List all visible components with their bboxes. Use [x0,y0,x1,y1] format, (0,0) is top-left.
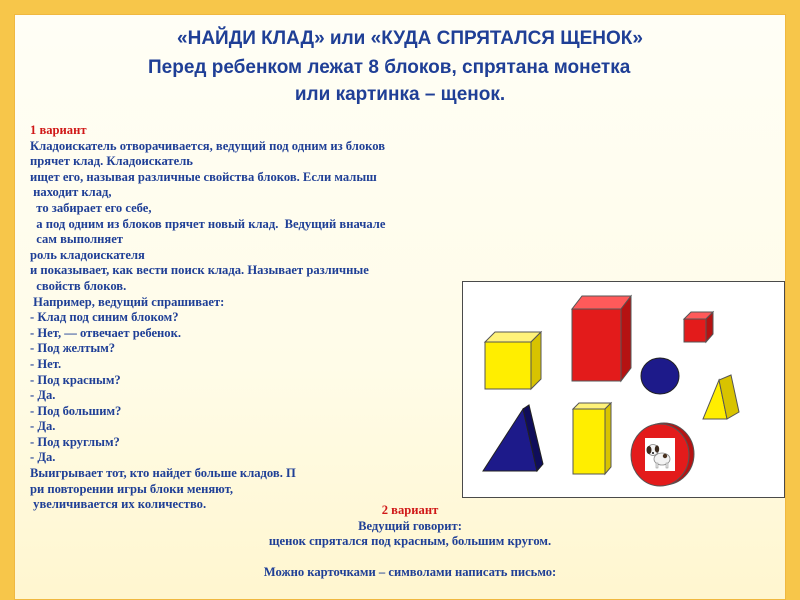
variant-1-line: - Да. [30,419,56,434]
variant-1-line: роль кладоискателя [30,247,145,262]
variant-1-line: находит клад, [30,185,112,200]
title-line-3: или картинка – щенок. [294,84,506,105]
puppy-picture [645,438,675,471]
variant-1-line: прячет клад. Кладоискатель [30,154,193,169]
closing-line: Можно карточками – символами написать письмо: [263,565,557,579]
variant-1-line: то забирает его себе, [30,200,152,215]
title-line-2: Перед ребенком лежат 8 блоков, спрятана монетка [148,57,631,78]
variant-2-line-2: щенок спрятался под красным, большим кругом. [268,534,552,549]
variant-1-heading: 1 вариант [30,123,87,137]
variant-1-line: сам выполняет [30,232,123,247]
variant-2-line-1: Ведущий говорит: [358,518,462,533]
tall-yellow-block [573,403,611,474]
variant-1-line: - Клад под синим блоком? [30,310,179,325]
variant-1-line: - Нет, — отвечает ребенок. [30,325,181,340]
variant-1-line: и показывает, как вести поиск клада. Называет различные [30,263,369,278]
large-red-block [572,296,631,381]
variant-1-text [30,139,385,513]
large-blue-triangle-block [483,405,543,471]
variant-1-line: ри повторении игры блоки меняют, [30,481,234,496]
variant-1-line: - Под желтым? [30,341,116,356]
variant-1-line: Например, ведущий спрашивает: [30,294,225,309]
variant-1-line: - Под красным? [30,372,121,387]
small-red-block [684,312,713,342]
blocks-illustration [462,281,785,498]
variant-1-line: - Да. [30,450,56,465]
variant-2-block [0,503,800,550]
variant-1-line: Выигрывает тот, кто найдет больше кладов. П [30,466,296,481]
variant-1-line: - Под большим? [30,403,122,418]
variant-1-line: ищет его, называя различные свойства блоков. Если малыш [30,169,377,184]
variant-1-block [30,123,385,513]
variant-1-line: - Под круглым? [30,434,120,449]
yellow-triangle-block [703,375,739,419]
variant-1-line: Кладоискатель отворачивается, ведущий под одним из блоков [30,138,386,153]
variant-1-line: - Нет. [30,356,62,371]
blocks-svg [463,282,784,497]
variant-1-line: а под одним из блоков прячет новый клад. Ведущий вначале [30,216,386,231]
blue-circle-block [641,358,679,394]
variant-2-heading: 2 вариант [381,503,439,517]
yellow-cube-block [485,332,541,389]
variant-1-line: увеличивается их количество. [30,497,207,512]
variant-1-line: свойств блоков. [30,278,127,293]
variant-1-line: - Да. [30,388,56,403]
title-line-1: «НАЙДИ КЛАД» или «КУДА СПРЯТАЛСЯ ЩЕНОК» [177,28,643,49]
